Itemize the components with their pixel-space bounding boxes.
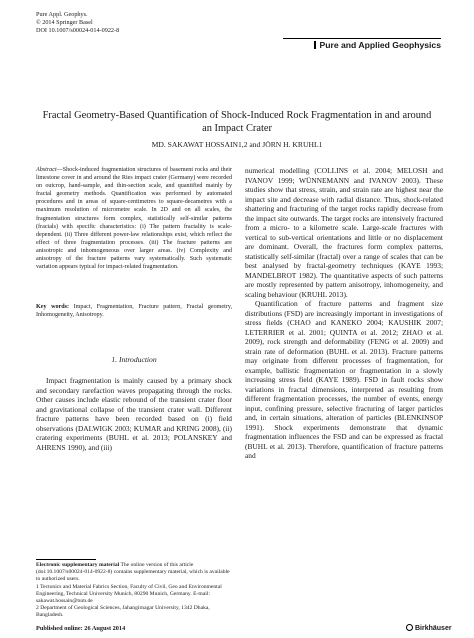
keywords-label: Key words:	[36, 304, 70, 310]
intro-text: Impact fragmentation is mainly caused by a primary shock and secondary rarefaction waves propagating through the rocks. Other causes include elastic rebound of the transient crater floor and gravitational collapse of the transient crater wall. Different fracture patterns have been recorded based on (i) field observations (DALWIGK 2003; KUMAR and KRING 2008), (ii) cratering experiments (BUHL et al. 2013; POLANSKEY and AHRENS 1990), and (iii)	[36, 376, 232, 452]
publisher-name: Birkhäuser	[415, 625, 452, 632]
right-column	[245, 166, 443, 461]
abstract-text: —Shock-induced fragmentation structures of basement rocks and their limestone cover in and around the Ries impact crater (Germany) were recorded on outcrop, hand-sample, and thin-section scale, and quantified mainly by fractal geometry methods. Quantification was performed by automated procedures and in areas of square-centimetres to square-decametres with a maximum resolution of micrometre scale. In 2D and on all scales, the fragmentation structures form complex, statistically self-similar patterns (fractals) with specific characteristics: (i) The pattern fractality is scale-dependent. (ii) Three different power-law relationships exist, which reflect the effect of three fragmentation processes. (iii) The fracture patterns are anisotropic and inhomogeneous over larger areas. (iv) Complexity and anisotropy of the fracture patterns vary systematically. Such systematic variation appears typical for impact-related fragmentation.	[36, 167, 232, 271]
article-meta	[36, 11, 119, 36]
keywords-text: Impact, Fragmentation, Fracture pattern, Fractal geometry, Inhomogeneity, Anisotropy.	[36, 304, 232, 319]
copyright-line: © 2014 Springer Basel	[36, 19, 93, 27]
esm-text: The online version of this article (doi:10.1007/s00024-014-0922-8) contains supplementary material, which is available to authorized users.	[36, 562, 230, 583]
footnote-2: 2 Department of Geological Sciences, Jahangirnagar University, 1342 Dhaka, Bangladesh.	[36, 605, 210, 619]
abstract-label: Abstract	[36, 167, 57, 173]
esm-note	[36, 562, 232, 584]
journal-name: Pure and Applied Geophysics	[314, 40, 441, 50]
section-heading: 1. Introduction	[111, 355, 157, 364]
footnote-divider	[36, 559, 96, 560]
article-title: Fractal Geometry-Based Quantification of Shock-Induced Rock Fragmentation in and around an Impact Crater	[42, 110, 432, 134]
footnote-1: 1 Tectonics and Material Fabrics Section, Faculty of Civil, Geo and Environmental Engineering, Technical University Munich, 80290 Munich, Germany. E-mail: sakawat.hossain@tum.de	[36, 583, 222, 605]
doi-line: DOI 10.1007/s00024-014-0922-8	[36, 27, 120, 35]
journal-header-box	[283, 38, 441, 51]
intro-paragraph	[36, 376, 232, 452]
article-authors: MD. SAKAWAT HOSSAIN1,2 and JÖRN H. KRUHL1	[151, 140, 323, 149]
publisher-mark-icon	[406, 624, 413, 631]
publisher-logo	[406, 624, 452, 632]
published-date: Published online: 26 August 2014	[36, 625, 126, 632]
esm-label: Electronic supplementary material	[36, 562, 120, 568]
journal-short-name: Pure Appl. Geophys.	[36, 11, 88, 18]
keywords	[36, 303, 232, 319]
right-paragraph-2: Quantification of fracture patterns and fragment size distributions (FSD) are increasingly important in investigations of stress fields (CHAO and KANEKO 2004; KAUSHIK 2007; LETERRIER et al. 2001; QUINTA et al. 2012; ZHAO et al. 2009), rock strength and deformability (FENG et al. 2009) and strain rate of deformation (BUHL et al. 2013). Fracture patterns may originate from different processes of fragmentation, for example, ballistic fragmentation or fragmentation in a slowly increasing stress field (KAYE 1989). FSD in fault rocks show variations in fractal dimensions, interpreted as resulting from different fragmentation processes, the number of events, energy input, confining pressure, selective fracturing of larger particles and, in certain situations, alteration of particles (BLENKINSOP 1991). Shock experiments demonstrate that dynamic fragmentation influences the FSD and can be expressed as fractal (BUHL et al. 2013). Therefore, quantification of fracture patterns and	[245, 299, 443, 460]
right-paragraph-1: numerical modelling (COLLINS et al. 2004; MELOSH and IVANOV 1999; WÜNNEMANN and IVANOV 2003). These studies show that stress, strain, and strain rate are highest near the impact site and decrease with radial distance. Thus, shock-related shattering and fracturing of the target rocks rapidly decrease from the impact site outwards. The target rocks are intensively fractured from a micro- to a kilometre scale. Large-scale fractures with vertical to sub-vertical orientations and little or no displacement are dominant. Overall, the fractures form complex patterns, statistically self-similar (fractal) over a range of scales that can be best analysed by fractal-geometry techniques (KAYE 1993; MANDELBROT 1982). The quantitative aspects of such patterns are mostly represented by pattern anisotropy, inhomogeneity, and scaling behaviour (KRUHL 2013).	[245, 166, 443, 299]
abstract	[36, 166, 232, 271]
footnotes	[36, 562, 232, 620]
